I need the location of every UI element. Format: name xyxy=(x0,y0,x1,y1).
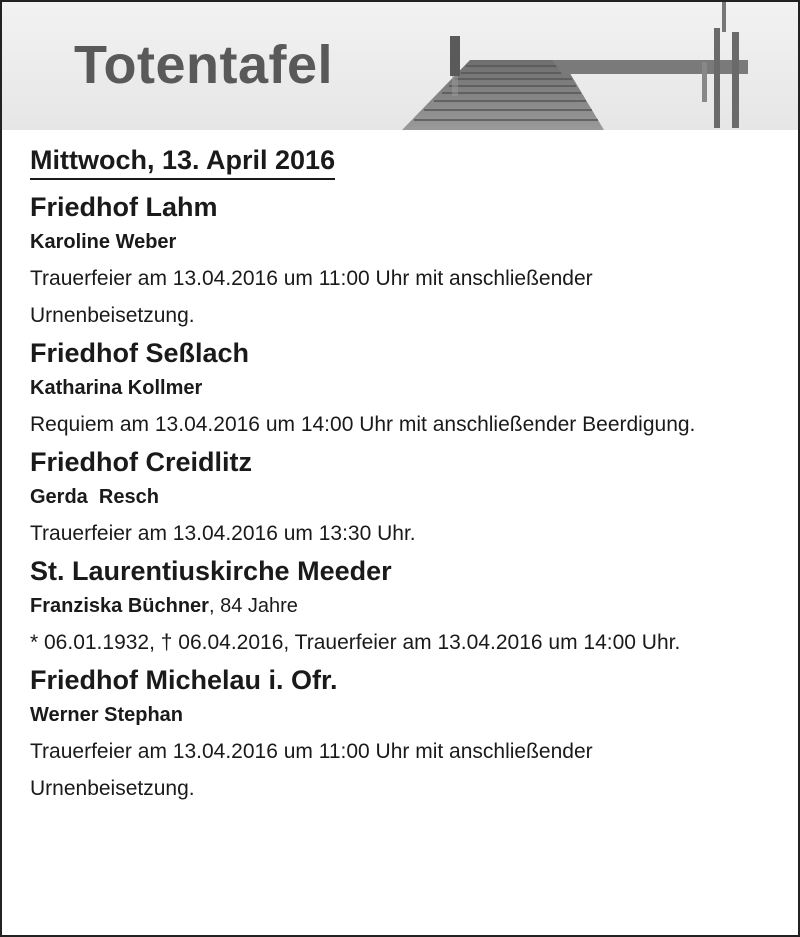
obituary-entry xyxy=(30,336,770,443)
obituary-entry xyxy=(30,445,770,552)
date-heading: Mittwoch, 13. April 2016 xyxy=(30,144,335,180)
obituary-entry xyxy=(30,663,770,807)
ceremony-details: Trauerfeier am 13.04.2016 um 11:00 Uhr mit anschließender Urnenbeisetzung. xyxy=(30,267,593,327)
deceased-line xyxy=(30,697,770,733)
obituary-content xyxy=(2,130,798,807)
pier-image xyxy=(392,2,798,130)
obituary-entry xyxy=(30,190,770,334)
deceased-name: Franziska Büchner xyxy=(30,595,209,617)
deceased-line xyxy=(30,479,770,515)
ceremony-details: * 06.01.1932, † 06.04.2016, Trauerfeier am 13.04.2016 um 14:00 Uhr. xyxy=(30,631,681,654)
deceased-name: Katharina Kollmer xyxy=(30,377,203,399)
page-title: Totentafel xyxy=(74,35,333,95)
deceased-line xyxy=(30,370,770,406)
cemetery-name: St. Laurentiuskirche Meeder xyxy=(30,556,392,586)
deceased-name: Werner Stephan xyxy=(30,704,183,726)
deceased-name: Karoline Weber xyxy=(30,231,177,253)
ceremony-details: Trauerfeier am 13.04.2016 um 11:00 Uhr mit anschließender Urnenbeisetzung. xyxy=(30,740,593,800)
deceased-line xyxy=(30,224,770,260)
deceased-age: , 84 Jahre xyxy=(208,595,298,617)
cemetery-name: Friedhof Michelau i. Ofr. xyxy=(30,665,338,695)
cemetery-name: Friedhof Seßlach xyxy=(30,338,250,368)
ceremony-details: Trauerfeier am 13.04.2016 um 13:30 Uhr. xyxy=(30,522,416,545)
ceremony-details: Requiem am 13.04.2016 um 14:00 Uhr mit anschließender Beerdigung. xyxy=(30,413,696,436)
obituary-entry xyxy=(30,554,770,661)
header-banner xyxy=(2,2,798,130)
cemetery-name: Friedhof Lahm xyxy=(30,192,218,222)
deceased-name: Gerda Resch xyxy=(30,486,159,508)
deceased-line xyxy=(30,588,770,624)
cemetery-name: Friedhof Creidlitz xyxy=(30,447,252,477)
